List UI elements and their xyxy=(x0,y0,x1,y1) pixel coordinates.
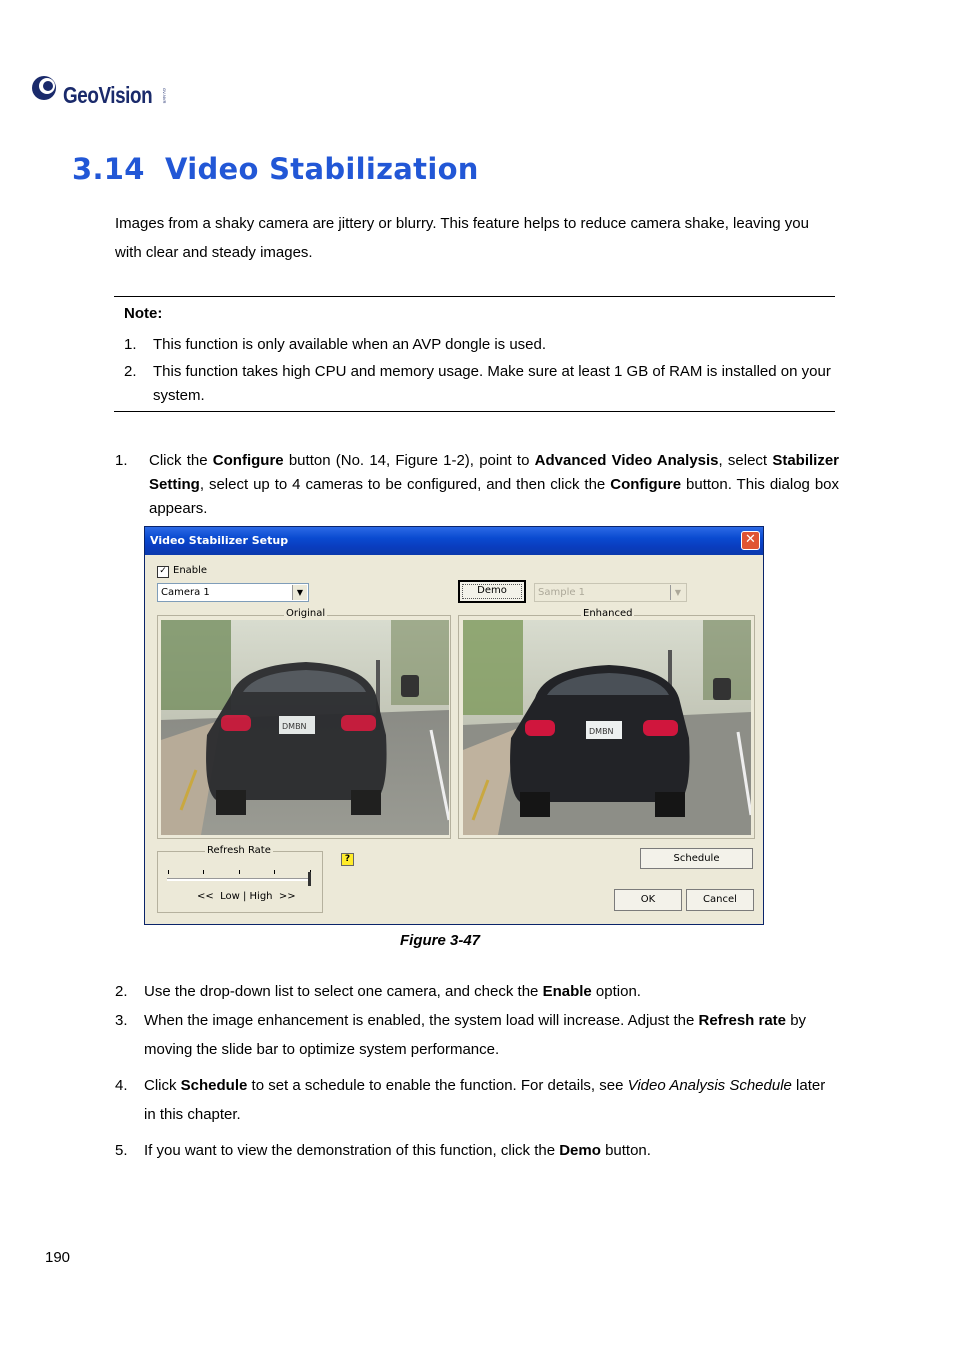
car-image-original xyxy=(161,620,449,835)
camera-select-value: Camera 1 xyxy=(161,587,210,598)
section-number: 3.14 xyxy=(72,152,145,186)
sample-select xyxy=(534,583,687,602)
chevron-down-icon[interactable]: ▼ xyxy=(292,585,307,600)
text-run: When the image enhancement is enabled, the system load will increase. Adjust the xyxy=(144,1012,699,1029)
refresh-rate-scale: << Low | High >> xyxy=(197,891,296,902)
text-run: later in this chapter. xyxy=(144,1077,826,1123)
slider-tick xyxy=(239,870,240,874)
bold-run: Stabilizer Setting xyxy=(149,452,839,493)
figure-caption: Figure 3-47 xyxy=(400,932,481,949)
sample-select-value: Sample 1 xyxy=(538,587,586,598)
text-run: , select up to 4 cameras to be configured, and then click the xyxy=(199,476,611,493)
bold-run: Configure xyxy=(212,452,284,469)
step-text xyxy=(144,1071,839,1129)
text-run: button (No. 14, Figure 1-2), point to xyxy=(283,452,535,469)
step-2 xyxy=(115,977,839,1006)
close-icon: ✕ xyxy=(745,532,756,547)
slider-thumb[interactable] xyxy=(308,872,311,886)
original-label: Original xyxy=(286,608,326,619)
note-title: Note: xyxy=(124,305,163,322)
slider-tick xyxy=(203,870,204,874)
slider-tick xyxy=(274,870,275,874)
page-number: 190 xyxy=(45,1249,71,1266)
video-stabilizer-dialog xyxy=(144,526,764,925)
svg-text:DMBN: DMBN xyxy=(589,727,614,736)
enable-checkbox[interactable]: ✓ xyxy=(157,566,169,578)
text-run: by moving the slide bar to optimize system performance. xyxy=(144,1012,807,1058)
step-text xyxy=(144,977,839,1006)
text-run: button. xyxy=(600,1142,651,1159)
chevron-down-icon: ▼ xyxy=(670,585,685,600)
demo-button-label: Demo xyxy=(477,585,507,596)
logo-sub-text: GV-NVR xyxy=(162,88,167,104)
bold-run: Demo xyxy=(559,1142,601,1159)
note-item xyxy=(124,360,831,408)
ok-button[interactable] xyxy=(614,889,682,911)
note-item-text: This function takes high CPU and memory usage. Make sure at least 1 GB of RAM is installed on your system. xyxy=(153,363,831,404)
text-run: button. This dialog box appears. xyxy=(149,476,840,517)
section-heading xyxy=(72,152,479,186)
step-number: 5. xyxy=(115,1142,128,1159)
step-5 xyxy=(115,1136,839,1165)
svg-text:DMBN: DMBN xyxy=(282,722,307,731)
dialog-title: Video Stabilizer Setup xyxy=(150,534,289,547)
step-text xyxy=(144,1006,839,1064)
note-item xyxy=(124,333,824,357)
note-item-text: This function is only available when an AVP dongle is used. xyxy=(153,336,547,353)
step-number: 2. xyxy=(115,983,128,1000)
step-text xyxy=(144,1136,839,1165)
dialog-titlebar[interactable] xyxy=(145,527,763,555)
step-number: 1. xyxy=(115,452,128,469)
step-text xyxy=(149,449,839,521)
bold-run: Refresh rate xyxy=(698,1012,787,1029)
step-4 xyxy=(115,1071,839,1129)
cancel-button-label: Cancel xyxy=(703,894,737,905)
logo-brand-text: GeoVision xyxy=(63,82,153,108)
camera-select[interactable] xyxy=(157,583,309,602)
step-3 xyxy=(115,1006,839,1064)
note-item-number: 1. xyxy=(124,336,137,353)
cancel-button[interactable] xyxy=(686,889,754,911)
bold-run: Schedule xyxy=(180,1077,248,1094)
italic-run: Video Analysis Schedule xyxy=(627,1077,792,1094)
enhanced-video xyxy=(463,620,751,835)
car-image-enhanced xyxy=(463,620,751,835)
ok-button-label: OK xyxy=(640,894,656,905)
section-title: Video Stabilization xyxy=(165,152,479,186)
bold-run: Configure xyxy=(610,476,682,493)
text-run: option. xyxy=(591,983,641,1000)
slider-track xyxy=(167,878,311,881)
slider-tick xyxy=(168,870,169,874)
original-video xyxy=(161,620,449,835)
schedule-button[interactable] xyxy=(640,848,753,869)
text-run: Use the drop-down list to select one camera, and check the xyxy=(144,983,543,1000)
bold-run: Advanced Video Analysis xyxy=(534,452,719,469)
step-number: 4. xyxy=(115,1077,128,1094)
step-1 xyxy=(115,449,839,521)
text-run: If you want to view the demonstration of this function, click the xyxy=(144,1142,560,1159)
note-item-number: 2. xyxy=(124,363,137,380)
enable-label: Enable xyxy=(173,565,208,576)
schedule-button-label: Schedule xyxy=(673,853,720,864)
text-run: Click the xyxy=(149,452,213,469)
intro-paragraph: Images from a shaky camera are jittery or blurry. This feature helps to reduce camera shake, leaving you with clear and steady images. xyxy=(115,215,809,261)
help-icon[interactable]: ? xyxy=(341,853,354,866)
text-run: Click xyxy=(144,1077,181,1094)
refresh-rate-slider[interactable] xyxy=(167,867,311,889)
geovision-logo-icon xyxy=(31,74,59,102)
close-button[interactable] xyxy=(741,531,760,550)
text-run: , select xyxy=(718,452,773,469)
demo-button[interactable] xyxy=(458,580,526,603)
refresh-rate-label: Refresh Rate xyxy=(207,845,271,856)
bold-run: Enable xyxy=(542,983,592,1000)
text-run: to set a schedule to enable the function. For details, see xyxy=(247,1077,628,1094)
step-number: 3. xyxy=(115,1012,128,1029)
enhanced-label: Enhanced xyxy=(583,608,633,619)
